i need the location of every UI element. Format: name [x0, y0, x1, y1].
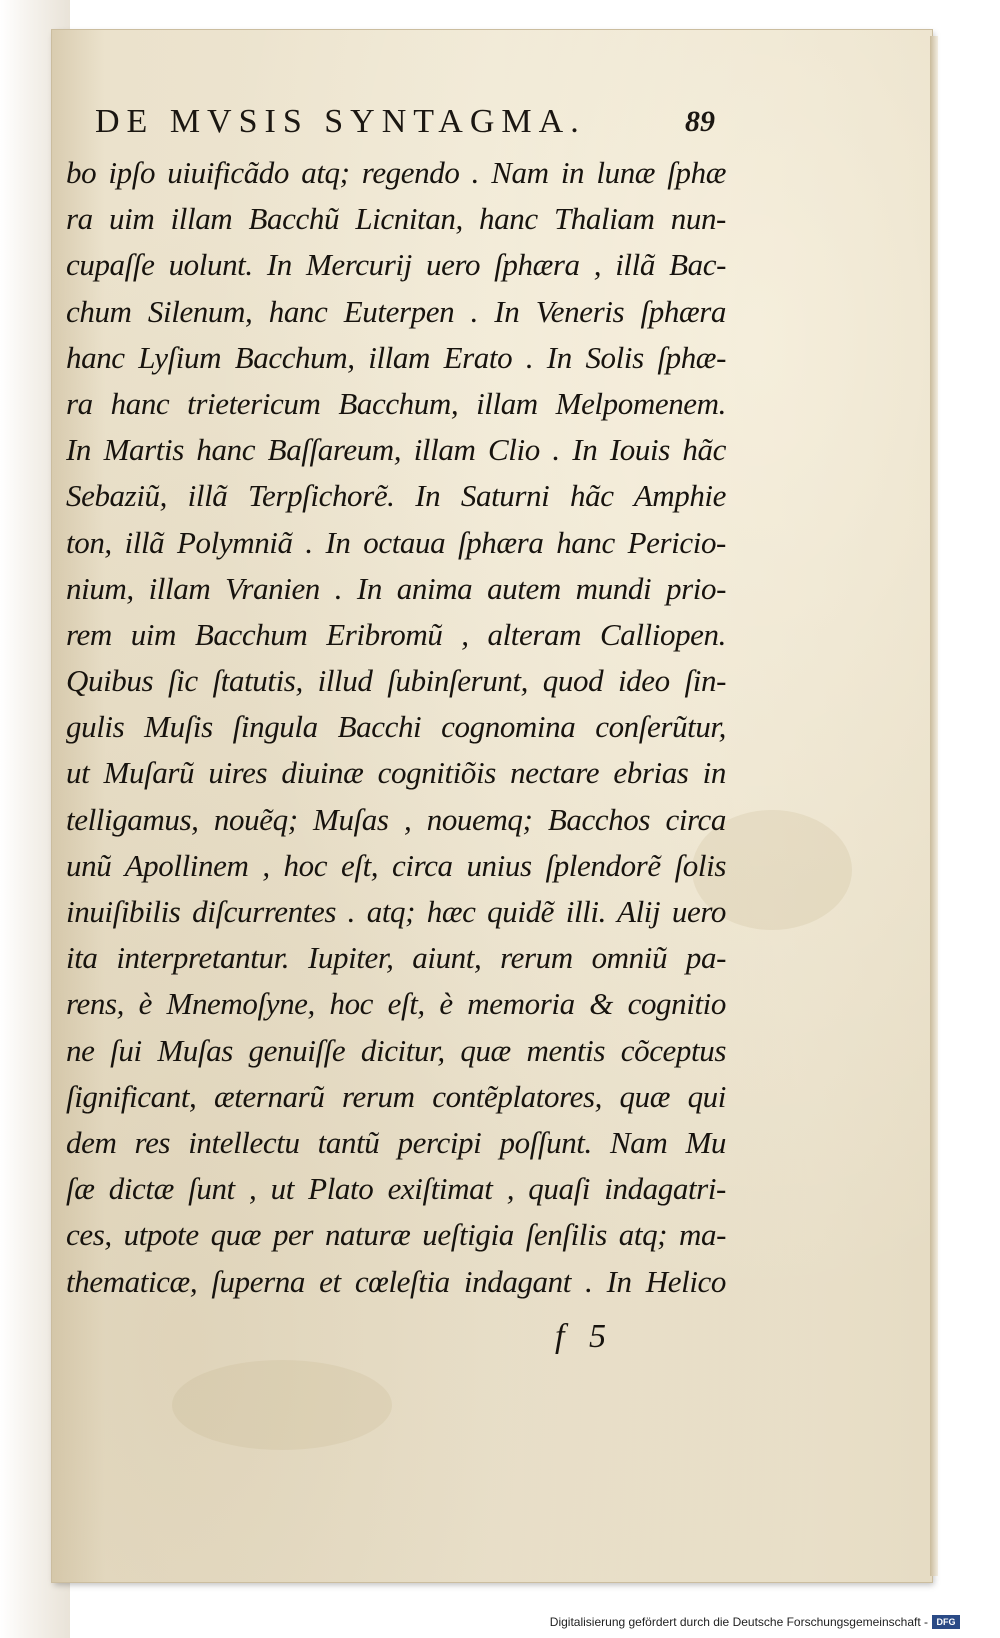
text-line: thematicæ, ſuperna et cœleſtia indagant . In Helico — [66, 1263, 726, 1299]
text-line: Sebaziũ, illã Terpſichorẽ. In Saturni hãc Amphie — [66, 478, 726, 514]
page-number: 89 — [685, 105, 715, 138]
text-line: rens, è Mnemoſyne, hoc eſt, è memoria & cognitio — [66, 986, 726, 1022]
page-edge — [930, 36, 938, 1576]
running-header — [95, 97, 715, 147]
text-line: Quibus ſic ſtatutis, illud ſubinſerunt, quod ideo ſin- — [66, 663, 726, 699]
text-line: dem res intellectu tantũ percipi poſſunt. Nam Mu — [66, 1124, 726, 1160]
dfg-logo-icon: DFG — [932, 1615, 960, 1629]
text-line: ſæ dictæ ſunt , ut Plato exiſtimat , quaſi indagatri- — [66, 1171, 726, 1207]
text-line: ton, illã Polymniã . In octaua ſphæra hanc Pericio- — [66, 524, 726, 560]
text-line: ces, utpote quæ per naturæ ueſtigia ſenſilis atq; ma- — [66, 1217, 726, 1253]
signature-mark: f 5 — [555, 1318, 614, 1355]
text-line: ut Muſarũ uires diuinæ cognitiõis nectare ebrias in — [66, 755, 726, 791]
text-line: rem uim Bacchum Eribromũ , alteram Calliopen. — [66, 616, 726, 652]
text-line: unũ Apollinem , hoc eſt, circa unius ſplendorẽ ſolis — [66, 847, 726, 883]
text-line: ita interpretantur. Iupiter, aiunt, rerum omniũ pa- — [66, 940, 726, 976]
text-line: bo ipſo uiuificãdo atq; regendo . Nam in lunæ ſphæ — [66, 155, 726, 190]
text-line: gulis Muſis ſingula Bacchi cognomina conſerũtur, — [66, 709, 726, 745]
text-line: ra uim illam Bacchũ Licnitan, hanc Thaliam nun- — [66, 201, 726, 237]
body-text — [66, 150, 726, 1305]
text-line: In Martis hanc Baſſareum, illam Clio . In Iouis hãc — [66, 432, 726, 468]
paper-stain — [172, 1360, 392, 1450]
running-title: DE MVSIS SYNTAGMA. — [95, 103, 586, 140]
text-line: hanc Lyſium Bacchum, illam Erato . In Solis ſphæ- — [66, 339, 726, 375]
text-line: telligamus, nouẽq; Muſas , nouemq; Bacchos circa — [66, 801, 726, 837]
text-line: inuiſibilis diſcurrentes . atq; hæc quidẽ illi. Alij uero — [66, 894, 726, 929]
text-line: nium, illam Vranien . In anima autem mundi prio- — [66, 570, 726, 606]
credit-text: Digitalisierung gefördert durch die Deutsche Forschungsgemeinschaft - — [549, 1615, 928, 1629]
text-line: ſignificant, æternarũ rerum contẽplatores, quæ qui — [66, 1078, 726, 1114]
text-line: chum Silenum, hanc Euterpen . In Veneris ſphæra — [66, 293, 726, 329]
text-line: ne ſui Muſas genuiſſe dicitur, quæ mentis cõceptus — [66, 1032, 726, 1068]
text-line: ra hanc trietericum Bacchum, illam Melpomenem. — [66, 385, 726, 421]
digitization-credit — [550, 1612, 960, 1632]
text-line: cupaſſe uolunt. In Mercurij uero ſphæra , illã Bac- — [66, 247, 726, 283]
